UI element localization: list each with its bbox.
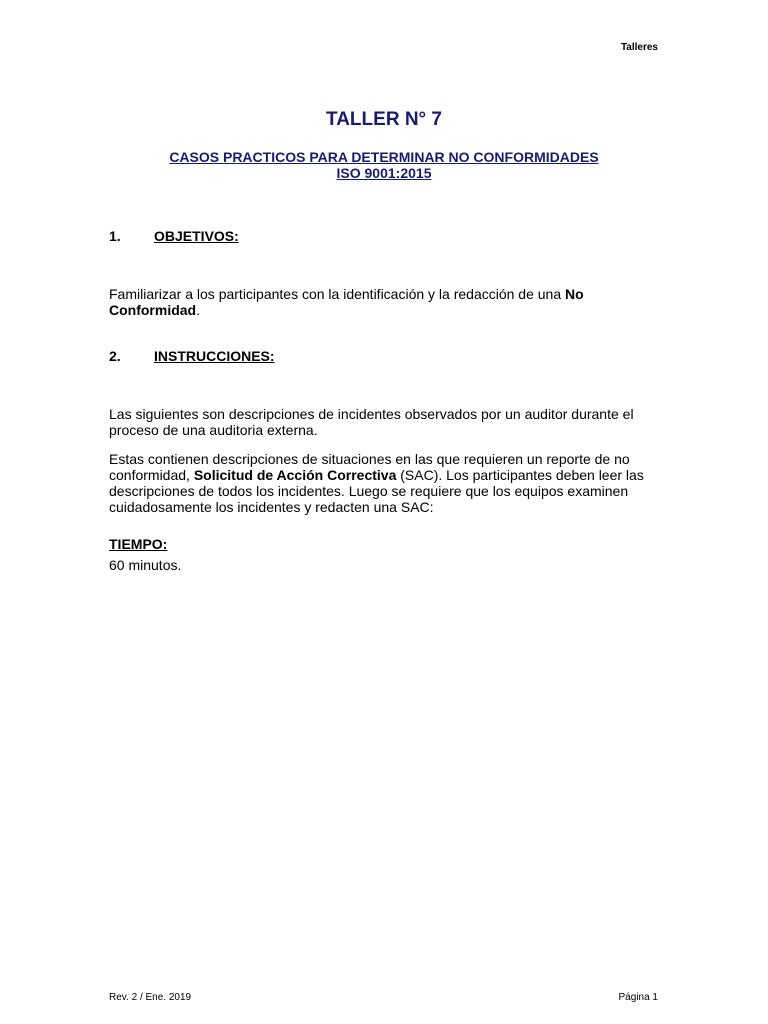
instrucciones-paragraph-2: [109, 451, 661, 515]
header-label: Talleres: [620, 42, 658, 53]
subtitle-line-1: CASOS PRACTICOS PARA DETERMINAR NO CONFORMIDADES: [169, 149, 599, 165]
objetivos-text-after: .: [196, 302, 200, 318]
instrucciones-p2-before: Estas contienen descripciones de situaciones en las que requieren un reporte de no conformidad,: [109, 451, 630, 483]
tiempo-label: TIEMPO:: [109, 536, 168, 552]
page-title: TALLER N° 7: [326, 109, 442, 130]
tiempo-value: 60 minutos.: [109, 557, 182, 573]
objetivos-paragraph: [109, 286, 661, 318]
instrucciones-p2-after: (SAC). Los participantes deben leer las descripciones de todos los incidentes. Luego se requiere que los equipos examinen cuidadosamente los incidentes y redacten una SAC:: [109, 467, 644, 515]
footer-page-number: Página 1: [618, 992, 658, 1003]
section-2-number: 2.: [109, 348, 121, 364]
section-2-title: INSTRUCCIONES:: [154, 348, 275, 364]
section-1-number: 1.: [109, 228, 121, 244]
instrucciones-paragraph-1: Las siguientes son descripciones de incidentes observados por un auditor durante el proceso de una auditoria externa.: [109, 406, 634, 438]
section-1-title: OBJETIVOS:: [154, 228, 239, 244]
objetivos-bold: No Conformidad: [109, 286, 584, 318]
objetivos-text-before: Familiarizar a los participantes con la identificación y la redacción de una: [109, 286, 566, 302]
subtitle-line-2: ISO 9001:2015: [336, 165, 432, 181]
instrucciones-p2-bold: Solicitud de Acción Correctiva: [193, 467, 397, 483]
footer-revision: Rev. 2 / Ene. 2019: [109, 992, 192, 1003]
